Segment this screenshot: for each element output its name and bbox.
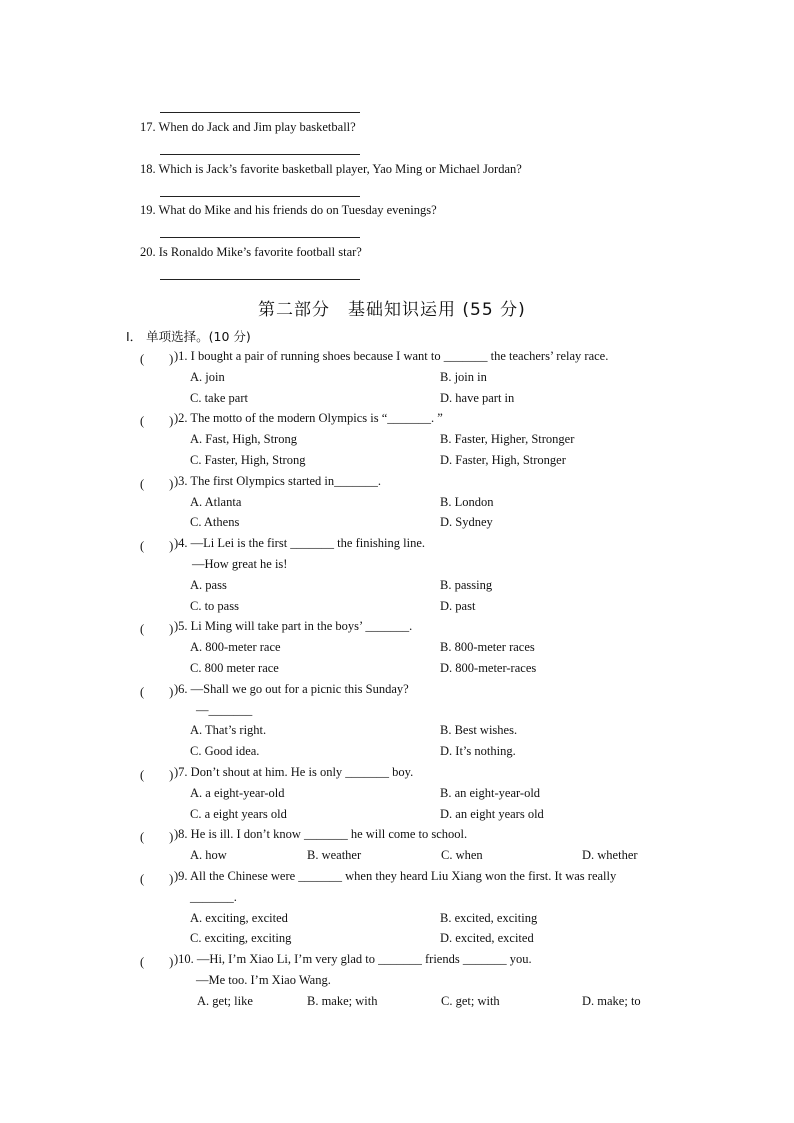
question-18: 18. Which is Jack’s favorite basketball player, Yao Ming or Michael Jordan? <box>140 162 522 176</box>
option-d: D. Faster, High, Stronger <box>440 453 566 467</box>
question-6-stem: )6. —Shall we go out for a picnic this Sunday? <box>174 682 409 696</box>
option-c: C. Faster, High, Strong <box>190 453 306 467</box>
part-title: 第二部分 基础知识运用 (55 分) <box>258 300 526 320</box>
question-20: 20. Is Ronaldo Mike’s favorite football star? <box>140 245 362 259</box>
option-c: C. take part <box>190 391 248 405</box>
question-6-reply: —_______ <box>196 703 253 717</box>
option-d: D. excited, excited <box>440 931 534 945</box>
option-d: D. 800-meter-races <box>440 661 537 675</box>
question-9-stem: )9. All the Chinese were _______ when they heard Liu Xiang won the first. It was really <box>174 869 617 883</box>
answer-line[interactable] <box>160 279 360 280</box>
option-a: A. a eight-year-old <box>190 786 285 800</box>
option-c: C. a eight years old <box>190 807 287 821</box>
answer-paren[interactable]: ( ) <box>140 352 174 366</box>
question-4-stem: )4. —Li Lei is the first _______ the finishing line. <box>174 536 426 550</box>
answer-paren[interactable]: ( ) <box>140 477 174 491</box>
option-d: D. an eight years old <box>440 807 544 821</box>
option-a: A. exciting, excited <box>190 911 288 925</box>
question-1-stem: )1. I bought a pair of running shoes because I want to _______ the teachers’ relay race. <box>174 349 609 363</box>
option-d: D. make; to <box>582 994 641 1008</box>
answer-paren[interactable]: ( ) <box>140 414 174 428</box>
option-c: C. when <box>441 848 483 862</box>
option-a: A. Fast, High, Strong <box>190 432 297 446</box>
section-heading: I． 单项选择。(10 分) <box>126 329 251 344</box>
question-10-stem: )10. —Hi, I’m Xiao Li, I’m very glad to _______ friends _______ you. <box>174 952 532 966</box>
option-a: A. 800-meter race <box>190 640 281 654</box>
answer-paren[interactable]: ( ) <box>140 685 174 699</box>
answer-paren[interactable]: ( ) <box>140 830 174 844</box>
answer-paren[interactable]: ( ) <box>140 622 174 636</box>
question-17: 17. When do Jack and Jim play basketball? <box>140 120 356 134</box>
option-b: B. Best wishes. <box>440 723 518 737</box>
answer-line[interactable] <box>160 112 360 113</box>
option-b: B. excited, exciting <box>440 911 538 925</box>
option-a: A. That’s right. <box>190 723 267 737</box>
option-c: C. get; with <box>441 994 500 1008</box>
option-b: B. London <box>440 495 494 509</box>
option-a: A. pass <box>190 578 227 592</box>
option-a: A. get; like <box>197 994 253 1008</box>
question-4-reply: —How great he is! <box>192 557 288 571</box>
option-a: A. how <box>190 848 227 862</box>
option-c: C. Good idea. <box>190 744 260 758</box>
question-10-reply: —Me too. I’m Xiao Wang. <box>196 973 331 987</box>
option-b: B. 800-meter races <box>440 640 535 654</box>
option-d: D. whether <box>582 848 638 862</box>
option-d: D. It’s nothing. <box>440 744 516 758</box>
option-d: D. have part in <box>440 391 515 405</box>
answer-line[interactable] <box>160 196 360 197</box>
answer-paren[interactable]: ( ) <box>140 955 174 969</box>
answer-paren[interactable]: ( ) <box>140 872 174 886</box>
option-c: C. exciting, exciting <box>190 931 292 945</box>
option-a: A. join <box>190 370 225 384</box>
answer-paren[interactable]: ( ) <box>140 768 174 782</box>
option-c: C. Athens <box>190 515 240 529</box>
option-b: B. make; with <box>307 994 378 1008</box>
option-a: A. Atlanta <box>190 495 242 509</box>
answer-line[interactable] <box>160 237 360 238</box>
option-b: B. passing <box>440 578 493 592</box>
question-3-stem: )3. The first Olympics started in_______. <box>174 474 382 488</box>
option-c: C. to pass <box>190 599 239 613</box>
question-7-stem: )7. Don’t shout at him. He is only _______ boy. <box>174 765 414 779</box>
option-b: B. weather <box>307 848 362 862</box>
question-19: 19. What do Mike and his friends do on Tuesday evenings? <box>140 203 437 217</box>
answer-line[interactable] <box>160 154 360 155</box>
question-9-continuation: _______. <box>190 890 237 904</box>
question-5-stem: )5. Li Ming will take part in the boys’ _______. <box>174 619 413 633</box>
question-2-stem: )2. The motto of the modern Olympics is “_______. ” <box>174 411 443 425</box>
option-d: D. Sydney <box>440 515 493 529</box>
answer-paren[interactable]: ( ) <box>140 539 174 553</box>
option-b: B. join in <box>440 370 487 384</box>
option-b: B. an eight-year-old <box>440 786 541 800</box>
question-8-stem: )8. He is ill. I don’t know _______ he will come to school. <box>174 827 468 841</box>
option-d: D. past <box>440 599 476 613</box>
option-c: C. 800 meter race <box>190 661 279 675</box>
option-b: B. Faster, Higher, Stronger <box>440 432 575 446</box>
